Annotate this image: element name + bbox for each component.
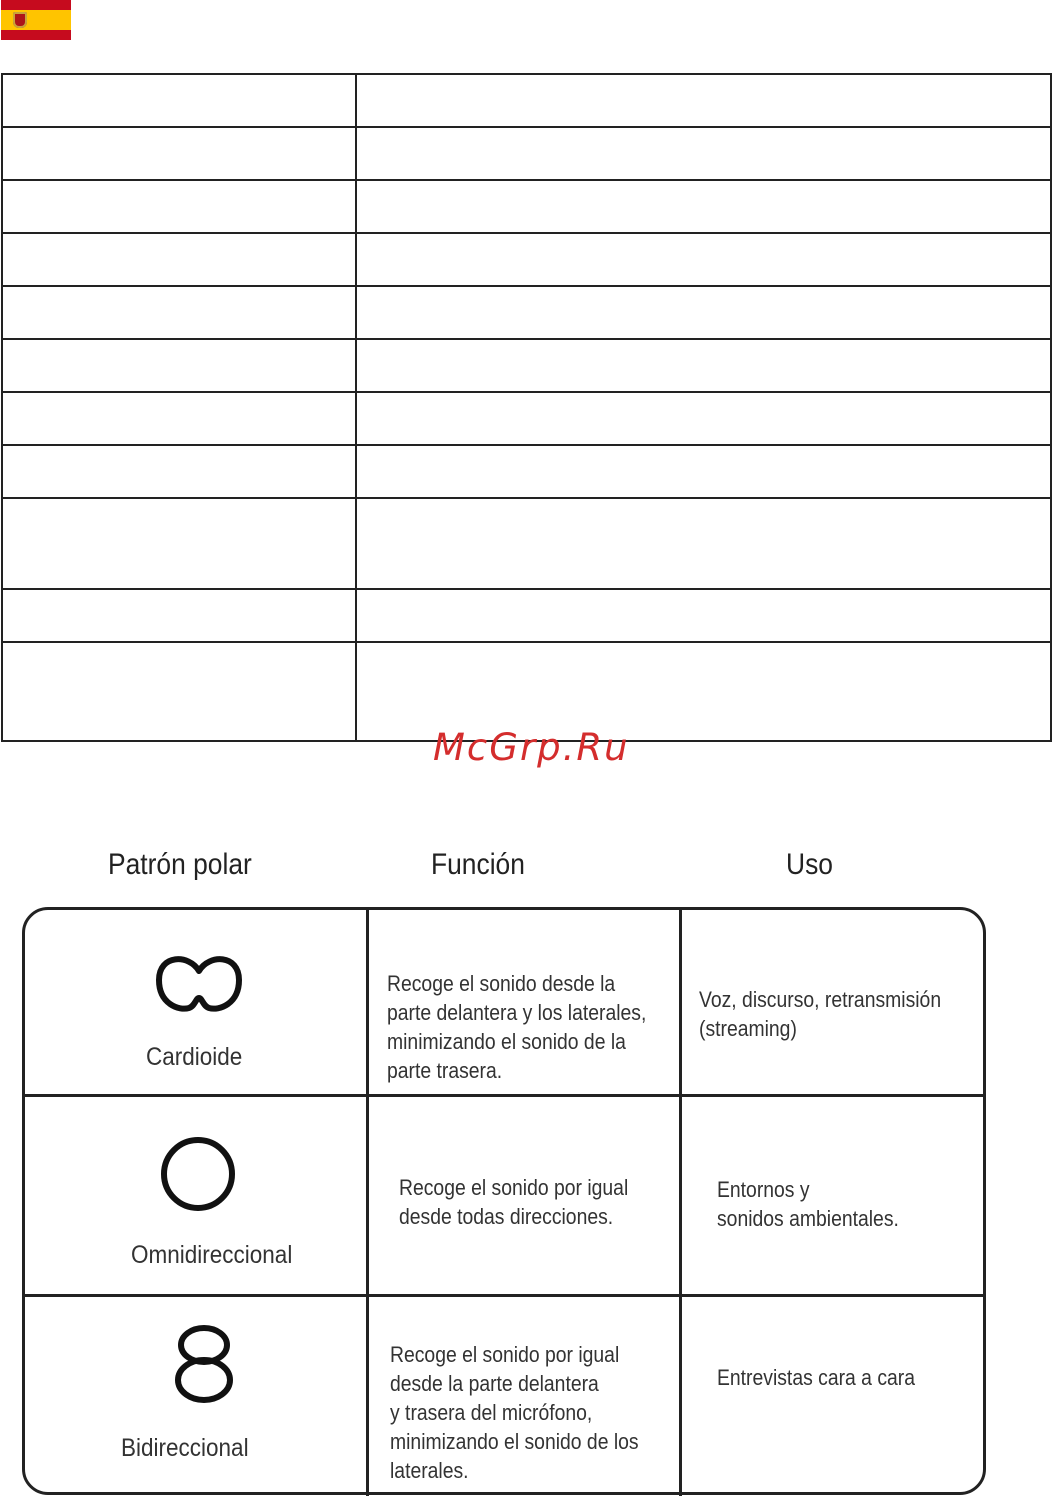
text-line: Recoge el sonido por igual (399, 1175, 629, 1200)
text-line: minimizando el sonido de la (387, 1029, 626, 1054)
function-text-cardioid (387, 969, 646, 1085)
specs-row-line (3, 179, 1050, 181)
text-line: Recoge el sonido por igual (390, 1342, 620, 1367)
specs-row-line (3, 232, 1050, 234)
table-row-divider (22, 1094, 986, 1097)
coat-of-arms-icon (13, 12, 27, 28)
cardioid-icon (155, 950, 243, 1016)
spain-flag-icon (1, 0, 71, 40)
use-text-cardioid (699, 985, 941, 1043)
text-line: Voz, discurso, retransmisión (699, 987, 942, 1012)
flag-stripe-bottom (1, 30, 71, 40)
figure-eight-icon (172, 1324, 236, 1404)
pattern-name-cardioid: Cardioide (146, 1043, 243, 1071)
specs-row-line (3, 338, 1050, 340)
text-line: desde la parte delantera (390, 1371, 599, 1396)
use-text-omnidirectional (717, 1175, 899, 1233)
header-pattern: Patrón polar (108, 848, 252, 881)
text-line: (streaming) (699, 1016, 797, 1041)
text-line: Recoge el sonido desde la (387, 971, 616, 996)
table-column-divider (366, 907, 369, 1496)
omnidirectional-icon (158, 1134, 238, 1214)
specs-row-line (3, 588, 1050, 590)
flag-stripe-middle (1, 10, 71, 30)
text-line: sonidos ambientales. (717, 1206, 899, 1231)
flag-stripe-top (1, 0, 71, 10)
table-row-divider (22, 1294, 986, 1297)
text-line: desde todas direcciones. (399, 1204, 614, 1229)
table-column-divider (679, 907, 682, 1496)
text-line: y trasera del micrófono, (390, 1400, 593, 1425)
pattern-name-bidirectional: Bidireccional (121, 1434, 249, 1462)
text-line: parte trasera. (387, 1058, 503, 1083)
function-text-omnidirectional (399, 1173, 628, 1231)
text-line: Entrevistas cara a cara (717, 1365, 915, 1390)
specs-row-line (3, 444, 1050, 446)
text-line: minimizando el sonido de los (390, 1429, 639, 1454)
specs-row-line (3, 497, 1050, 499)
header-function: Función (431, 848, 525, 881)
header-use: Uso (786, 848, 833, 881)
pattern-name-omnidirectional: Omnidireccional (131, 1241, 293, 1269)
specs-row-line (3, 126, 1050, 128)
text-line: Entornos y (717, 1177, 810, 1202)
specs-row-line (3, 641, 1050, 643)
specs-row-line (3, 391, 1050, 393)
watermark: McGrp.Ru (433, 726, 630, 769)
function-text-bidirectional (390, 1340, 639, 1485)
specs-row-line (3, 285, 1050, 287)
text-line: laterales. (390, 1458, 469, 1483)
use-text-bidirectional (717, 1363, 915, 1392)
specifications-table (1, 73, 1052, 742)
text-line: parte delantera y los laterales, (387, 1000, 647, 1025)
